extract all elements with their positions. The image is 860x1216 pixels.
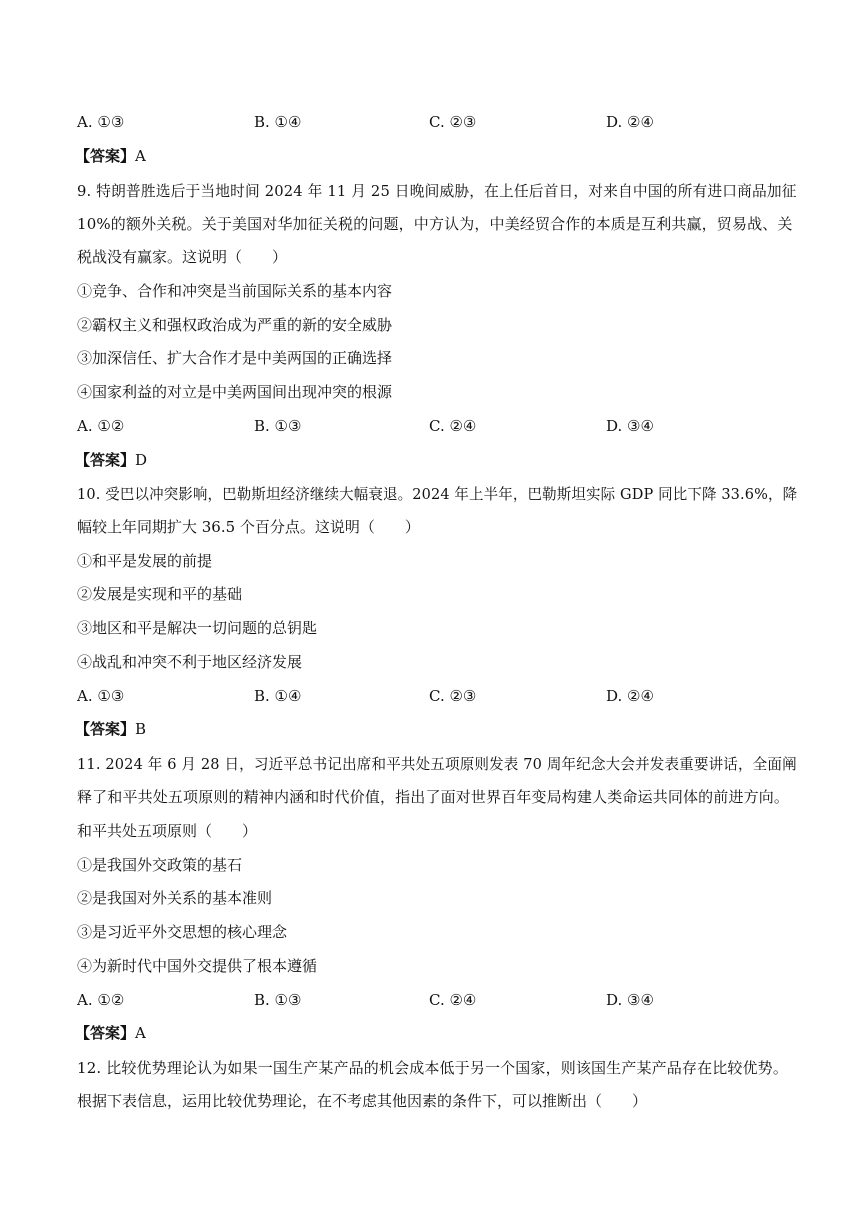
q8-options (77, 112, 797, 132)
q10-statement-1: ①和平是发展的前提 (77, 552, 213, 570)
q10-option-a: A. ①③ (77, 687, 125, 705)
q9-answer-label: 【答案】 (75, 451, 136, 469)
q10-options (77, 686, 797, 706)
q11-statement-1: ①是我国外交政策的基石 (77, 856, 243, 874)
q10-answer-label: 【答案】 (75, 720, 136, 738)
q11-statement-4: ④为新时代中国外交提供了根本遵循 (77, 957, 318, 975)
q11-option-b: B. ①③ (254, 991, 302, 1009)
q9-option-b: B. ①③ (254, 417, 302, 435)
q11-stem-line-3: 和平共处五项原则（ ） (77, 822, 258, 840)
q12-stem-line-1: 12. 比较优势理论认为如果一国生产某产品的机会成本低于另一个国家，则该国生产某产品存在比较优势。 (77, 1059, 788, 1077)
q11-statement-3: ③是习近平外交思想的核心理念 (77, 923, 288, 941)
q9-statement-3: ③加深信任、扩大合作才是中美两国的正确选择 (77, 349, 393, 367)
q11-stem-line-2: 释了和平共处五项原则的精神内涵和时代价值，指出了面对世界百年变局构建人类命运共同体的前进方向。 (77, 788, 790, 806)
q8-option-d: D. ②④ (606, 113, 654, 131)
q9-stem-line-2: 10%的额外关税。关于美国对华加征关税的问题，中方认为，中美经贸合作的本质是互利共赢，贸易战、关 (77, 215, 793, 233)
q10-answer (75, 719, 146, 739)
q8-answer-value: A (135, 147, 146, 165)
q11-answer-value: A (135, 1024, 146, 1042)
q9-answer (75, 450, 147, 470)
q11-statement-2: ②是我国对外关系的基本准则 (77, 889, 273, 907)
q9-options (77, 416, 797, 436)
q9-stem-line-1: 9. 特朗普胜选后于当地时间 2024 年 11 月 25 日晚间威胁，在上任后首日，对来自中国的所有进口商品加征 (77, 182, 797, 200)
q10-stem-line-1: 10. 受巴以冲突影响，巴勒斯坦经济继续大幅衰退。2024 年上半年，巴勒斯坦实际 GDP 同比下降 33.6%，降 (77, 485, 798, 503)
q9-option-c: C. ②④ (429, 417, 477, 435)
q11-options (77, 990, 797, 1010)
q8-option-c: C. ②③ (429, 113, 477, 131)
q8-option-b: B. ①④ (254, 113, 302, 131)
q11-answer-label: 【答案】 (75, 1024, 136, 1042)
q8-option-a: A. ①③ (77, 113, 125, 131)
q8-answer-label: 【答案】 (75, 147, 136, 165)
q8-answer (75, 146, 146, 166)
q11-answer (75, 1023, 146, 1043)
q11-option-a: A. ①② (77, 991, 125, 1009)
q10-statement-2: ②发展是实现和平的基础 (77, 585, 243, 603)
q9-answer-value: D (135, 451, 148, 469)
q11-option-c: C. ②④ (429, 991, 477, 1009)
q10-stem-line-2: 幅较上年同期扩大 36.5 个百分点。这说明（ ） (77, 518, 420, 536)
q10-statement-3: ③地区和平是解决一切问题的总钥匙 (77, 619, 318, 637)
q10-option-d: D. ②④ (606, 687, 654, 705)
q11-option-d: D. ③④ (606, 991, 654, 1009)
q9-statement-1: ①竞争、合作和冲突是当前国际关系的基本内容 (77, 282, 393, 300)
q9-stem-line-3: 税战没有赢家。这说明（ ） (77, 248, 288, 266)
q10-option-c: C. ②③ (429, 687, 477, 705)
q11-stem-line-1: 11. 2024 年 6 月 28 日，习近平总书记出席和平共处五项原则发表 70 周年纪念大会并发表重要讲话，全面阐 (77, 755, 797, 773)
q9-statement-2: ②霸权主义和强权政治成为严重的新的安全威胁 (77, 316, 393, 334)
q9-option-d: D. ③④ (606, 417, 654, 435)
q10-answer-value: B (135, 720, 147, 738)
q10-option-b: B. ①④ (254, 687, 302, 705)
q9-option-a: A. ①② (77, 417, 125, 435)
q10-statement-4: ④战乱和冲突不利于地区经济发展 (77, 653, 303, 671)
q9-statement-4: ④国家利益的对立是中美两国间出现冲突的根源 (77, 383, 393, 401)
q12-stem-line-2: 根据下表信息，运用比较优势理论，在不考虑其他因素的条件下，可以推断出（ ） (77, 1092, 648, 1110)
